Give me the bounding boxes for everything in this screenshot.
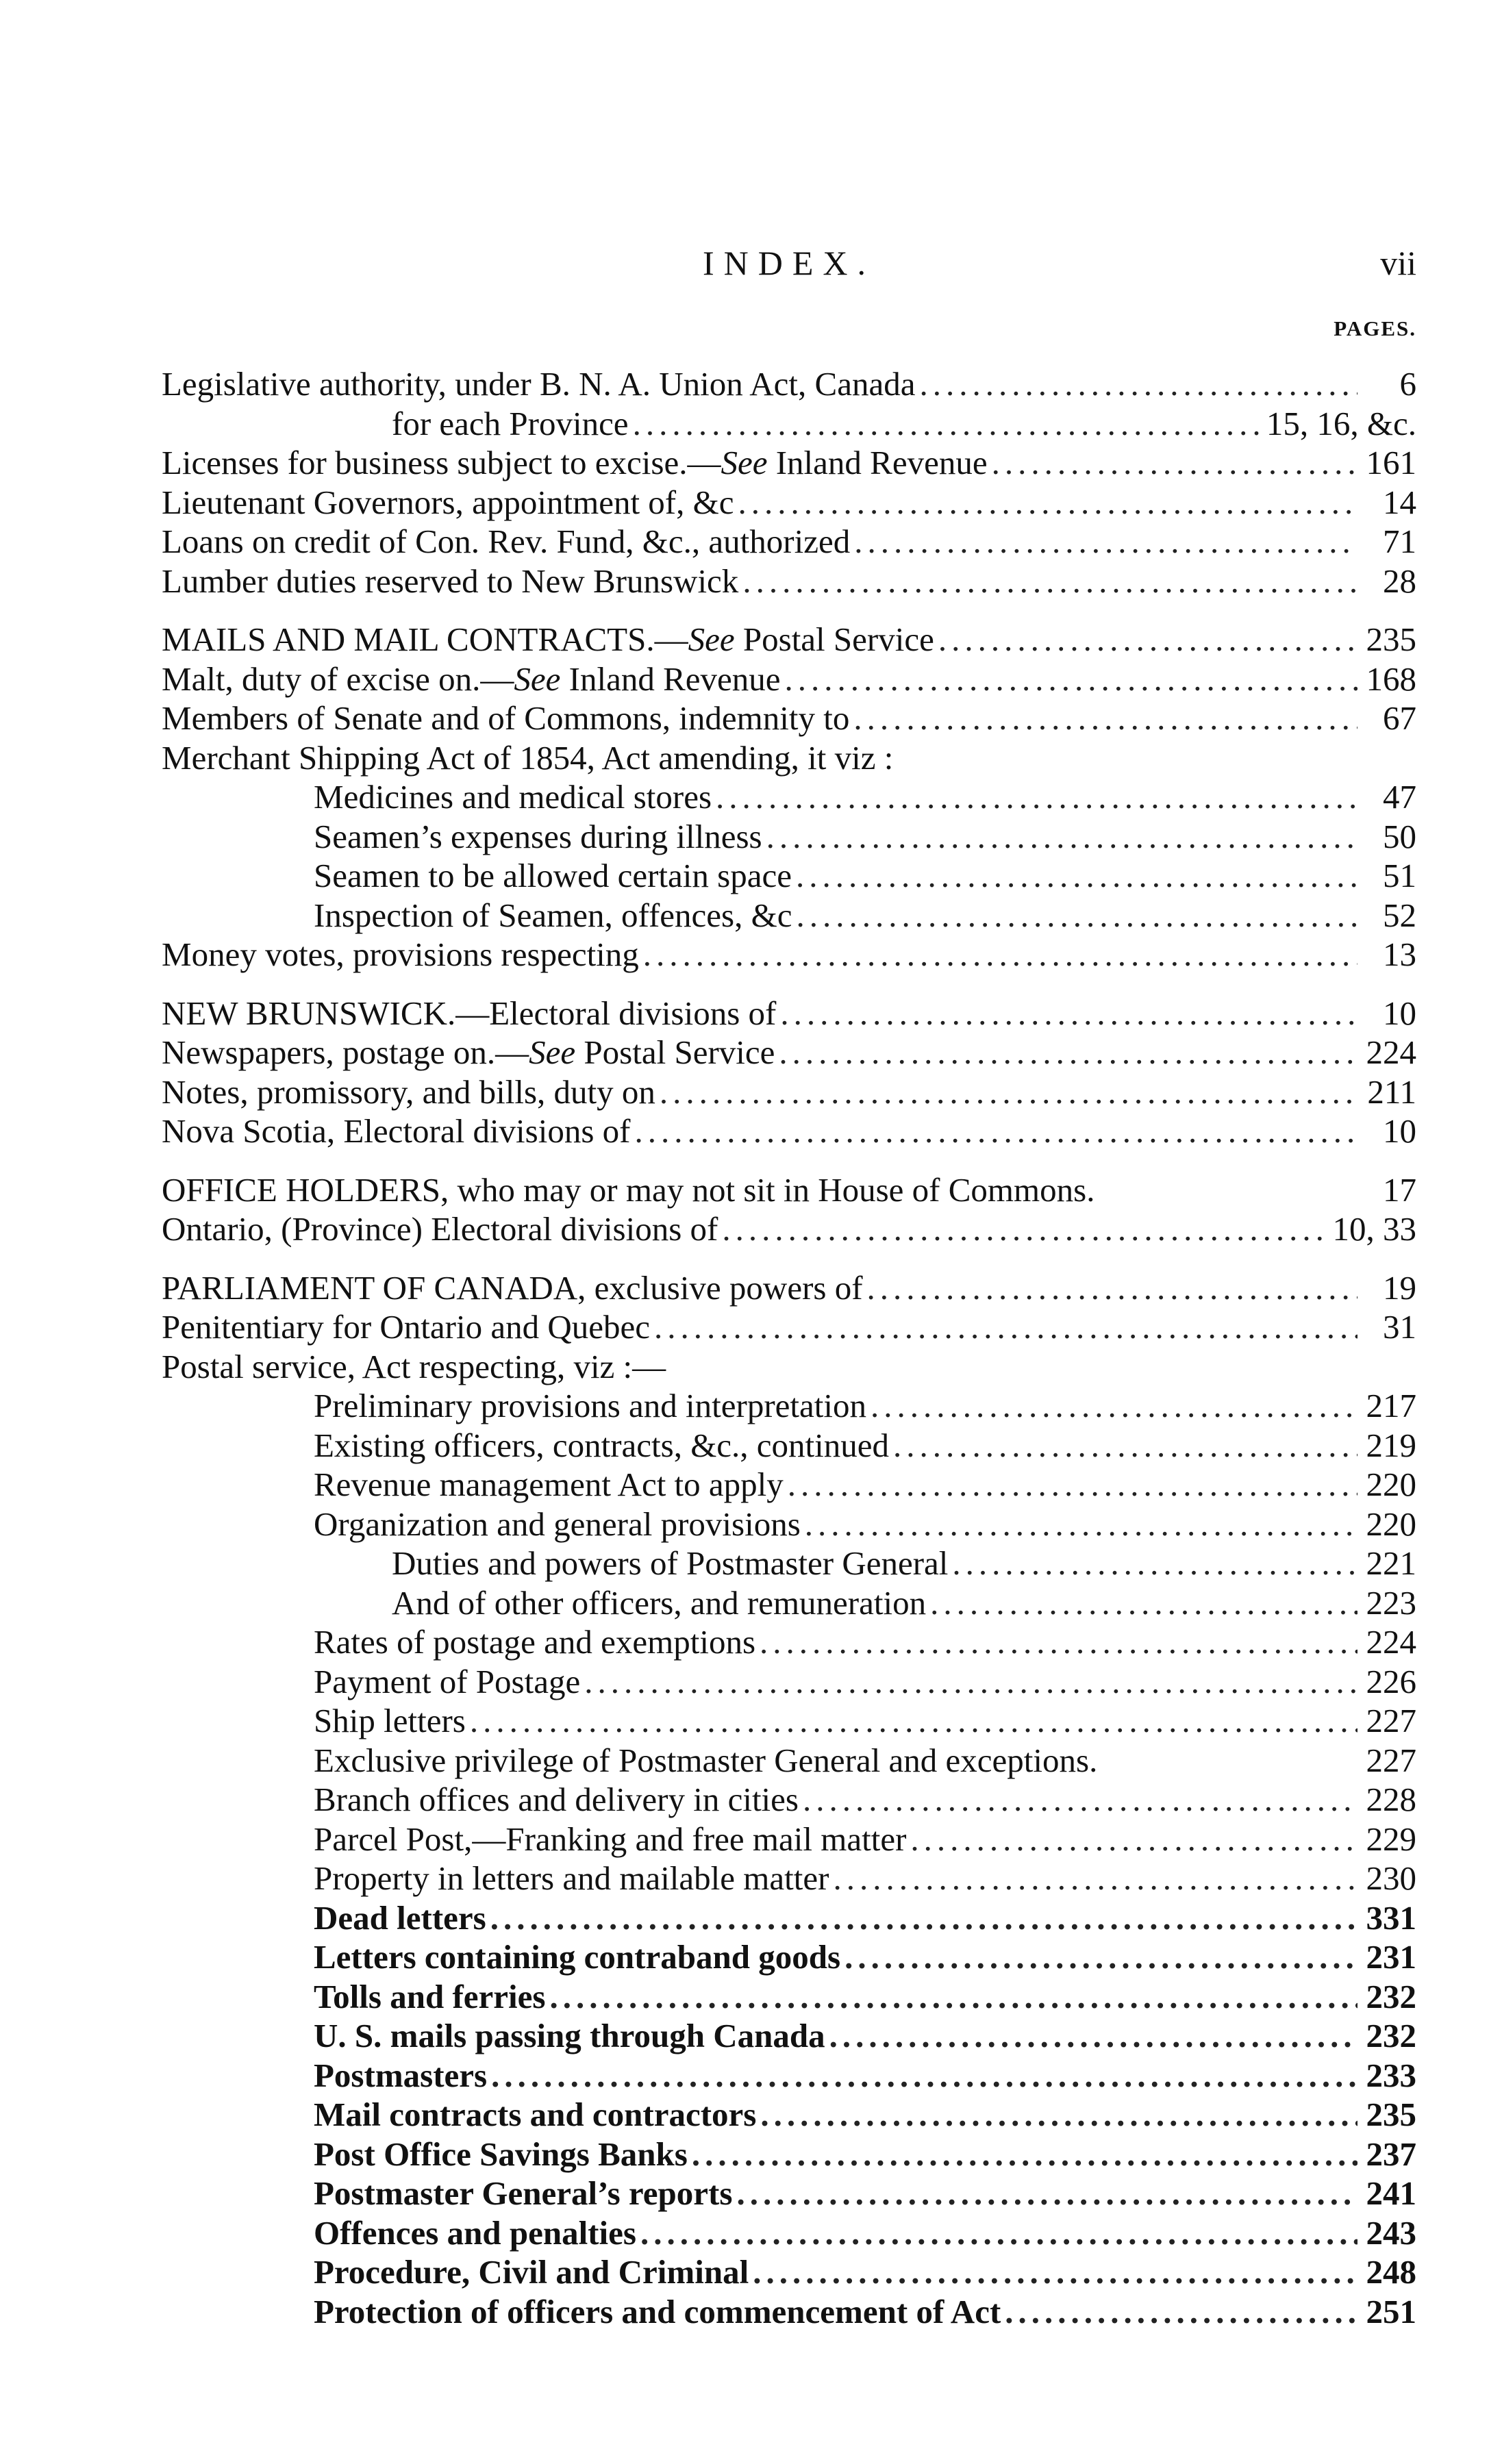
- leader-dots: [780, 994, 1357, 1033]
- entry-text: U. S. mails passing through Canada: [314, 2017, 825, 2054]
- leader-dots: [796, 856, 1357, 896]
- index-entry: [162, 817, 1416, 857]
- see-reference: See: [721, 444, 768, 481]
- entry-page-number: 235: [1366, 2096, 1416, 2133]
- entry-page-number: 251: [1366, 2292, 1416, 2330]
- entry-page-number: 233: [1366, 2056, 1416, 2094]
- index-entry: [162, 1820, 1416, 1859]
- entry-label: [162, 1072, 655, 1112]
- entry-text: Existing officers, contracts, &c., continued: [314, 1426, 890, 1464]
- see-target: Postal Service: [575, 1033, 775, 1071]
- index-entry: [162, 2174, 1416, 2213]
- entry-page-number: 228: [1366, 1781, 1416, 1818]
- leader-dots: [654, 1307, 1357, 1347]
- entry-label: [314, 2252, 749, 2292]
- entry-text: Protection of officers and commencement of Act: [314, 2292, 1001, 2330]
- entry-label: [314, 856, 792, 896]
- entry-text: PARLIAMENT OF CANADA, exclusive powers of: [162, 1268, 863, 1307]
- entry-text: Postal service, Act respecting, viz :—: [162, 1347, 666, 1385]
- entry-page-number: 51: [1383, 857, 1416, 894]
- see-target: Postal Service: [734, 620, 934, 658]
- entry-label: [392, 404, 629, 444]
- entry-text: Licenses for business subject to excise.—: [162, 444, 721, 481]
- entry-page-number: 15, 16, &c.: [1266, 404, 1416, 442]
- entry-text: Ship letters: [314, 1702, 466, 1739]
- index-entry: [162, 738, 1416, 778]
- leader-dots: [584, 1662, 1357, 1702]
- leader-dots: [692, 2135, 1357, 2174]
- entry-label: [162, 1209, 718, 1249]
- entry-page-number: 168: [1366, 659, 1416, 698]
- entry-text: for each Province: [392, 404, 629, 442]
- index-entry: [162, 1033, 1416, 1072]
- entry-page-number: 229: [1366, 1820, 1416, 1858]
- index-entry: [162, 1268, 1416, 1308]
- index-entry: [162, 2252, 1416, 2292]
- entry-label: [162, 1033, 775, 1072]
- entry-label: [314, 2095, 756, 2135]
- entry-page-number: 219: [1366, 1426, 1416, 1464]
- leader-dots: [829, 2016, 1357, 2056]
- leader-dots: [803, 1780, 1357, 1820]
- leader-dots: [893, 1426, 1357, 1466]
- leader-dots: [742, 562, 1357, 601]
- entry-label: [162, 443, 988, 483]
- index-entry: [162, 364, 1416, 404]
- index-entry: [162, 1898, 1416, 1938]
- entry-text: Revenue management Act to apply: [314, 1466, 784, 1503]
- leader-dots: [785, 659, 1357, 699]
- leader-dots: [760, 1622, 1357, 1662]
- index-entry: [162, 1465, 1416, 1505]
- entry-label: [314, 2292, 1001, 2332]
- entry-text: Dead letters: [314, 1898, 486, 1937]
- index-entry: [162, 2213, 1416, 2253]
- leader-dots: [760, 2095, 1357, 2135]
- entry-text: Letters containing contraband goods: [314, 1938, 841, 1976]
- leader-dots: [938, 620, 1357, 659]
- entry-page-number: 50: [1383, 817, 1416, 855]
- entry-text: Nova Scotia, Electoral divisions of: [162, 1112, 631, 1150]
- entry-page-number: 71: [1383, 523, 1416, 560]
- entry-page-number: 217: [1366, 1387, 1416, 1424]
- index-entry: [162, 522, 1416, 562]
- entry-page-number: 52: [1383, 896, 1416, 934]
- entry-page-number: 161: [1366, 444, 1416, 481]
- entry-label: [314, 817, 762, 857]
- index-entry: [162, 562, 1416, 601]
- page-title: INDEX.: [702, 244, 876, 282]
- leader-dots: [853, 699, 1357, 738]
- index-entry: [162, 1622, 1416, 1662]
- leader-dots: [738, 483, 1358, 523]
- entry-page-number: 230: [1366, 1859, 1416, 1897]
- entry-label: [314, 1937, 840, 1977]
- leader-dots: [833, 1859, 1357, 1898]
- index-entry: [162, 935, 1416, 975]
- entry-text: Organization and general provisions: [314, 1505, 801, 1543]
- entry-text: Members of Senate and of Commons, indemnity to: [162, 699, 850, 737]
- entry-page-number: 10: [1383, 994, 1416, 1032]
- leader-dots: [635, 1111, 1358, 1151]
- entry-label: [314, 2016, 825, 2056]
- leader-dots: [716, 777, 1357, 817]
- index-entry: [162, 659, 1416, 699]
- index-entry: [162, 2095, 1416, 2135]
- index-entry: [162, 2292, 1416, 2332]
- index-entry: [162, 1977, 1416, 2017]
- index-entry: [162, 1780, 1416, 1820]
- entry-label: [314, 1662, 580, 1702]
- entry-page-number: 248: [1366, 2253, 1416, 2291]
- see-reference: See: [514, 659, 561, 698]
- index-entry: [162, 1347, 1416, 1387]
- entry-label: [314, 2135, 688, 2174]
- entry-label: [314, 1859, 829, 1898]
- entry-label: [392, 1544, 948, 1583]
- entry-text: Seamen’s expenses during illness: [314, 817, 762, 855]
- leader-dots: [867, 1268, 1357, 1308]
- entry-page-number: 13: [1383, 935, 1416, 973]
- entry-label: [314, 1505, 801, 1544]
- entry-page-number: 10, 33: [1332, 1210, 1416, 1248]
- entry-text: Legislative authority, under B. N. A. Union Act, Canada: [162, 365, 916, 403]
- entry-text: Medicines and medical stores: [314, 778, 712, 816]
- see-target: Inland Revenue: [767, 444, 988, 481]
- entry-text: Exclusive privilege of Postmaster General and exceptions.: [314, 1741, 1098, 1779]
- entry-page-number: 227: [1366, 1702, 1416, 1739]
- index-entry: [162, 1937, 1416, 1977]
- entry-text: Post Office Savings Banks: [314, 2135, 688, 2173]
- entry-label: [162, 562, 738, 601]
- entry-label: [162, 994, 776, 1033]
- index-entry: [162, 1741, 1416, 1781]
- entry-page-number: 220: [1366, 1466, 1416, 1503]
- leader-dots: [766, 817, 1357, 857]
- leader-dots: [490, 1898, 1357, 1938]
- index-entry: [162, 2135, 1416, 2174]
- entry-label: [314, 2174, 732, 2213]
- entry-page-number: 224: [1366, 1033, 1416, 1071]
- index-entry: [162, 404, 1416, 444]
- index-entries: [162, 364, 1416, 2331]
- entry-text: Branch offices and delivery in cities: [314, 1781, 799, 1818]
- index-entry: [162, 699, 1416, 738]
- entry-page-number: 231: [1366, 1938, 1416, 1976]
- entry-text: Seamen to be allowed certain space: [314, 857, 792, 894]
- entry-label: [314, 2213, 636, 2253]
- leader-dots: [952, 1544, 1357, 1583]
- leader-dots: [753, 2252, 1357, 2292]
- entry-page-number: 47: [1383, 778, 1416, 816]
- entry-page-number: 67: [1383, 699, 1416, 737]
- leader-dots: [992, 443, 1357, 483]
- entry-label: [314, 1701, 466, 1741]
- index-entry: [162, 1386, 1416, 1426]
- entry-text: Notes, promissory, and bills, duty on: [162, 1072, 655, 1111]
- entry-page-number: 28: [1383, 562, 1416, 600]
- entry-text: Mail contracts and contractors: [314, 2096, 757, 2133]
- leader-dots: [722, 1209, 1328, 1249]
- leader-dots: [788, 1465, 1357, 1505]
- entry-page-number: 223: [1366, 1583, 1416, 1622]
- leader-dots: [910, 1820, 1357, 1859]
- entry-label: [162, 620, 934, 659]
- leader-dots: [491, 2056, 1357, 2096]
- entry-page-number: 227: [1366, 1741, 1416, 1779]
- entry-page-number: 241: [1366, 2174, 1416, 2212]
- entry-label: [162, 1268, 863, 1308]
- entry-label: [314, 896, 792, 935]
- entry-text: Postmasters: [314, 2056, 488, 2094]
- entry-label: [162, 1307, 650, 1347]
- index-entry: [162, 1072, 1416, 1112]
- index-entry: [162, 620, 1416, 659]
- entry-label: [314, 1977, 545, 2017]
- leader-dots: [854, 522, 1357, 562]
- entry-page-number: 331: [1366, 1898, 1416, 1937]
- index-entry: [162, 1170, 1416, 1210]
- entry-label: [162, 1347, 666, 1387]
- entry-text: Penitentiary for Ontario and Quebec: [162, 1308, 650, 1346]
- entry-text: Duties and powers of Postmaster General: [392, 1544, 949, 1582]
- entry-label: [162, 935, 639, 975]
- entry-text: Ontario, (Province) Electoral divisions of: [162, 1210, 718, 1248]
- see-reference: See: [529, 1033, 576, 1071]
- index-entry: [162, 2016, 1416, 2056]
- pages-column-heading: PAGES.: [1334, 316, 1416, 340]
- entry-label: [162, 364, 915, 404]
- entry-text: Newspapers, postage on.—: [162, 1033, 529, 1071]
- entry-page-number: 226: [1366, 1662, 1416, 1700]
- page-header: [162, 243, 1416, 291]
- leader-dots: [779, 1033, 1357, 1072]
- see-reference: See: [688, 620, 735, 658]
- leader-dots: [919, 364, 1357, 404]
- leader-dots: [660, 1072, 1357, 1112]
- entry-page-number: 243: [1366, 2213, 1416, 2252]
- entry-page-number: 10: [1383, 1112, 1416, 1150]
- index-entry: [162, 777, 1416, 817]
- entry-text: NEW BRUNSWICK.—Electoral divisions of: [162, 994, 777, 1032]
- entry-page-number: 232: [1366, 1977, 1416, 2015]
- entry-text: Offences and penalties: [314, 2213, 636, 2252]
- entry-label: [314, 1741, 1097, 1781]
- entry-page-number: 14: [1383, 483, 1416, 521]
- entry-text: Tolls and ferries: [314, 1977, 546, 2015]
- entry-text: Parcel Post,—Franking and free mail matter: [314, 1820, 907, 1858]
- leader-dots: [470, 1701, 1357, 1741]
- entry-text: Property in letters and mailable matter: [314, 1859, 829, 1897]
- entry-text: Inspection of Seamen, offences, &c: [314, 896, 792, 934]
- entry-text: Malt, duty of excise on.—: [162, 659, 514, 698]
- index-entry: [162, 2056, 1416, 2096]
- entry-label: [162, 1111, 631, 1151]
- leader-dots: [871, 1386, 1357, 1426]
- index-entry: [162, 994, 1416, 1033]
- leader-dots: [844, 1937, 1357, 1977]
- entry-page-number: 224: [1366, 1623, 1416, 1661]
- entry-page-number: 211: [1367, 1072, 1416, 1111]
- leader-dots: [633, 404, 1262, 444]
- index-entry: [162, 443, 1416, 483]
- index-entry: [162, 1505, 1416, 1544]
- index-entry: [162, 1209, 1416, 1249]
- entry-label: [314, 1426, 889, 1466]
- entry-page-number: 237: [1366, 2135, 1416, 2173]
- entry-text: Money votes, provisions respecting: [162, 935, 639, 973]
- entry-label: [314, 1898, 486, 1938]
- entry-page-number: 6: [1399, 365, 1416, 403]
- entry-page-number: 220: [1366, 1505, 1416, 1543]
- entry-text: Loans on credit of Con. Rev. Fund, &c., authorized: [162, 523, 851, 560]
- entry-label: [162, 699, 849, 738]
- entry-label: [162, 659, 781, 699]
- entry-label: [162, 483, 734, 523]
- entry-label: [314, 1820, 906, 1859]
- entry-page-number: 235: [1366, 620, 1416, 658]
- entry-label: [314, 2056, 487, 2096]
- entry-label: [314, 777, 712, 817]
- entry-text: Rates of postage and exemptions: [314, 1623, 756, 1661]
- entry-label: [392, 1583, 926, 1623]
- entry-label: [162, 738, 893, 778]
- entry-text: Merchant Shipping Act of 1854, Act amending, it viz :: [162, 738, 894, 777]
- entry-text: Lieutenant Governors, appointment of, &c: [162, 483, 734, 521]
- index-entry: [162, 856, 1416, 896]
- entry-page-number: 17: [1383, 1170, 1416, 1209]
- entry-label: [314, 1622, 755, 1662]
- leader-dots: [805, 1505, 1357, 1544]
- index-entry: [162, 483, 1416, 523]
- entry-label: [314, 1465, 784, 1505]
- entry-text: Postmaster General’s reports: [314, 2174, 733, 2212]
- index-entry: [162, 1111, 1416, 1151]
- see-target: Inland Revenue: [560, 659, 781, 698]
- entry-page-number: 221: [1366, 1544, 1416, 1582]
- index-entry: [162, 1662, 1416, 1702]
- entry-label: [162, 522, 850, 562]
- index-entry: [162, 1701, 1416, 1741]
- entry-page-number: 232: [1366, 2017, 1416, 2054]
- entry-label: [162, 1170, 1094, 1210]
- index-entry: [162, 896, 1416, 935]
- index-entry: [162, 1859, 1416, 1898]
- leader-dots: [643, 935, 1357, 975]
- index-entry: [162, 1544, 1416, 1583]
- entry-label: [314, 1386, 866, 1426]
- index-entry: [162, 1307, 1416, 1347]
- entry-text: Payment of Postage: [314, 1662, 581, 1700]
- entry-text: OFFICE HOLDERS, who may or may not sit in House of Commons.: [162, 1170, 1095, 1209]
- leader-dots: [640, 2213, 1357, 2253]
- entry-text: Procedure, Civil and Criminal: [314, 2253, 749, 2291]
- entry-page-number: 31: [1383, 1308, 1416, 1346]
- entry-page-number: 19: [1383, 1268, 1416, 1307]
- entry-text: And of other officers, and remuneration: [392, 1583, 927, 1622]
- leader-dots: [930, 1583, 1357, 1623]
- entry-text: MAILS AND MAIL CONTRACTS.—: [162, 620, 688, 658]
- leader-dots: [736, 2174, 1357, 2213]
- entry-label: [314, 1780, 799, 1820]
- leader-dots: [1005, 2292, 1357, 2332]
- index-entry: [162, 1583, 1416, 1623]
- page-number: vii: [1380, 244, 1416, 282]
- leader-dots: [796, 896, 1357, 935]
- leader-dots: [549, 1977, 1357, 2017]
- entry-text: Preliminary provisions and interpretation: [314, 1387, 866, 1424]
- index-entry: [162, 1426, 1416, 1466]
- entry-text: Lumber duties reserved to New Brunswick: [162, 562, 739, 600]
